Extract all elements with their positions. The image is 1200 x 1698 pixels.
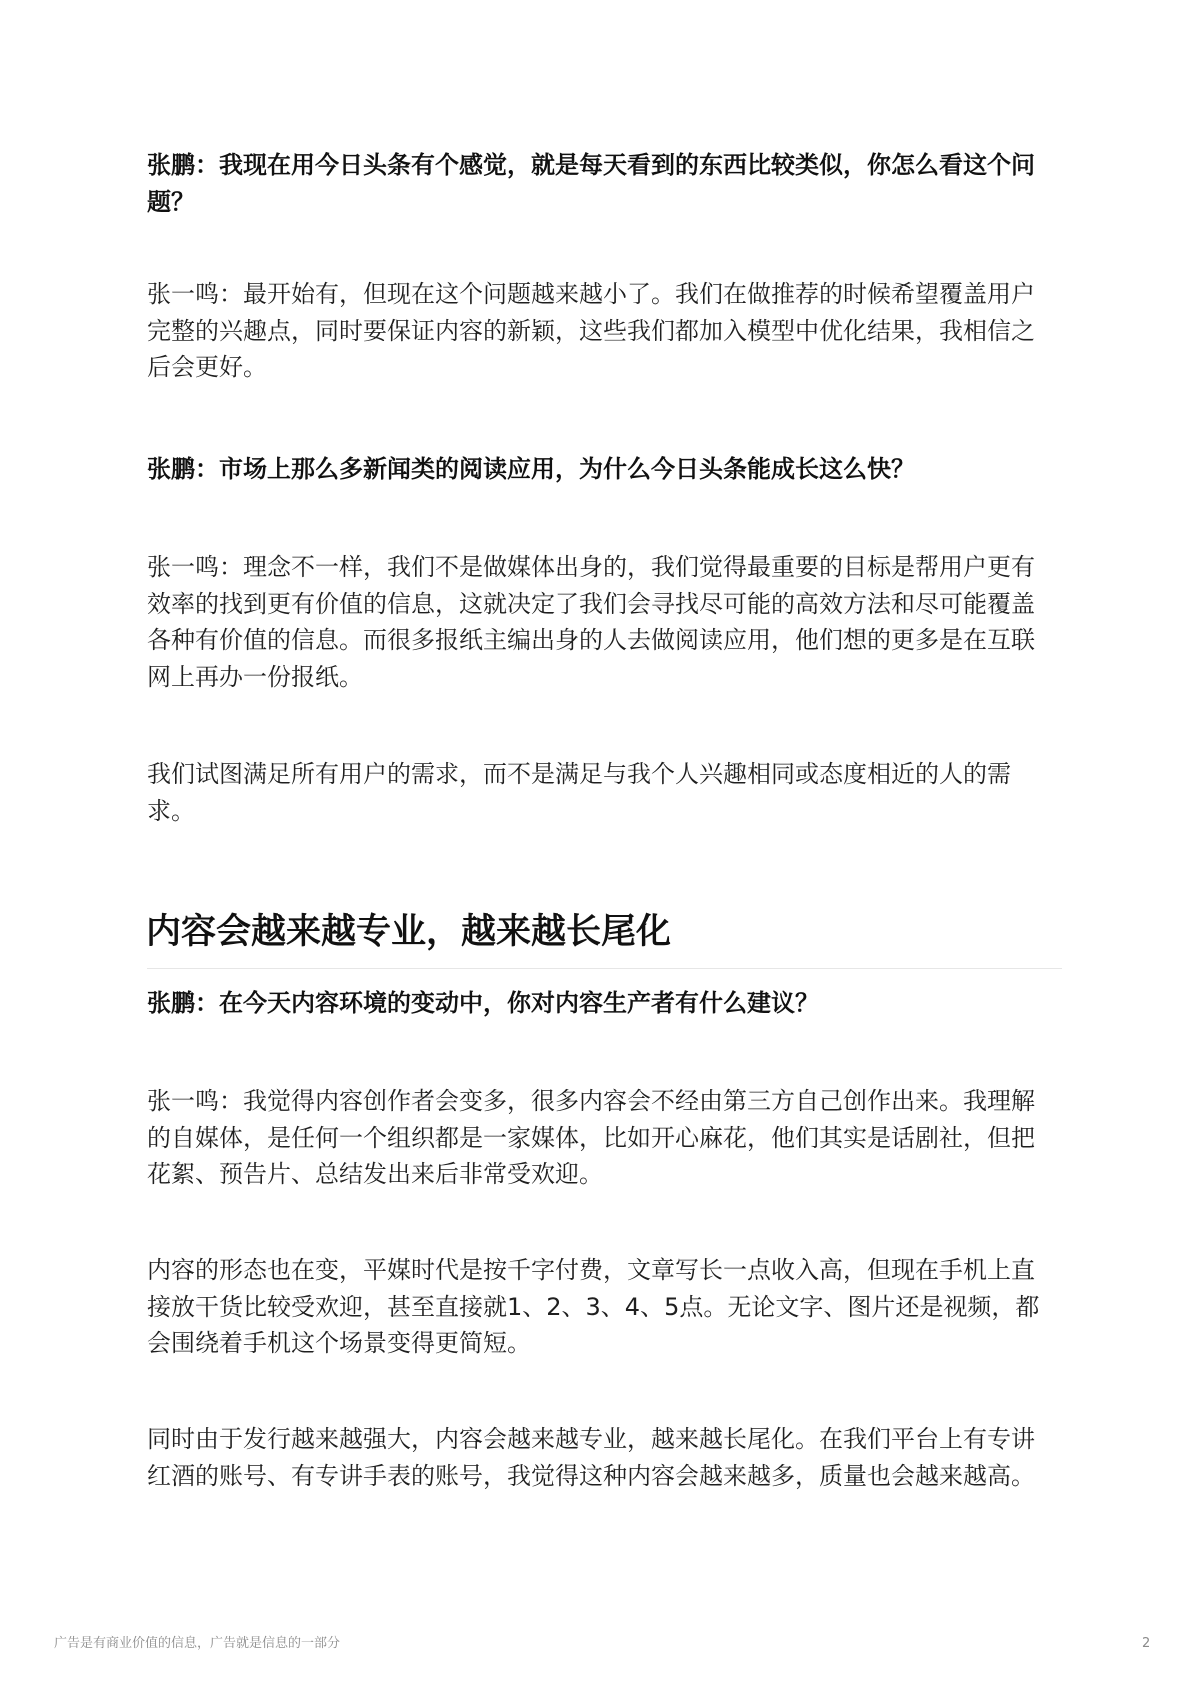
line: 内容的形态也在变，平媒时代是按千字付费，文章写长一点收入高，但现在手机上直 bbox=[147, 1256, 1035, 1284]
line: 题？ bbox=[147, 187, 195, 216]
line: 红酒的账号、有专讲手表的账号，我觉得这种内容会越来越多，质量也会越来越高。 bbox=[147, 1461, 1035, 1490]
line: 后会更好。 bbox=[147, 353, 267, 381]
line: 网上再办一份报纸。 bbox=[147, 662, 363, 691]
paragraph-q1 bbox=[147, 147, 1057, 220]
line: 张鹏：市场上那么多新闻类的阅读应用，为什么今日头条能成长这么快？ bbox=[147, 455, 915, 483]
line: 接放干货比较受欢迎，甚至直接就1、2、3、4、5点。无论文字、图片还是视频，都 bbox=[147, 1292, 1040, 1321]
line: 张一鸣：理念不一样，我们不是做媒体出身的，我们觉得最重要的目标是帮用户更有 bbox=[147, 553, 1035, 581]
section-heading: 内容会越来越专业，越来越长尾化 bbox=[146, 912, 672, 952]
paragraph-a3 bbox=[147, 756, 1057, 829]
paragraph-a4 bbox=[147, 1083, 1057, 1193]
paragraph-q2 bbox=[147, 451, 1057, 488]
line: 张一鸣：我觉得内容创作者会变多，很多内容会不经由第三方自己创作出来。我理解 bbox=[147, 1087, 1035, 1115]
line: 同时由于发行越来越强大，内容会越来越专业，越来越长尾化。在我们平台上有专讲 bbox=[147, 1425, 1035, 1453]
footer-text: 广告是有商业价值的信息，广告就是信息的一部分 bbox=[54, 1636, 341, 1651]
paragraph-a1 bbox=[147, 276, 1057, 386]
line: 的自媒体，是任何一个组织都是一家媒体，比如开心麻花，他们其实是话剧社，但把 bbox=[147, 1123, 1035, 1152]
paragraph-q3 bbox=[147, 985, 1057, 1022]
paragraph-a5 bbox=[147, 1252, 1057, 1362]
line: 张鹏：在今天内容环境的变动中，你对内容生产者有什么建议？ bbox=[147, 989, 819, 1017]
paragraph-a2 bbox=[147, 549, 1057, 695]
line: 会围绕着手机这个场景变得更简短。 bbox=[147, 1329, 531, 1357]
line: 花絮、预告片、总结发出来后非常受欢迎。 bbox=[147, 1160, 603, 1188]
paragraph-a6 bbox=[147, 1421, 1057, 1494]
heading-divider bbox=[147, 968, 1062, 969]
line: 我们试图满足所有用户的需求，而不是满足与我个人兴趣相同或态度相近的人的需 bbox=[147, 760, 1011, 788]
line: 各种有价值的信息。而很多报纸主编出身的人去做阅读应用，他们想的更多是在互联 bbox=[147, 626, 1035, 654]
page-number: 2 bbox=[1142, 1636, 1151, 1651]
line: 求。 bbox=[147, 796, 195, 825]
line: 张一鸣：最开始有，但现在这个问题越来越小了。我们在做推荐的时候希望覆盖用户 bbox=[147, 280, 1035, 308]
line: 效率的找到更有价值的信息，这就决定了我们会寻找尽可能的高效方法和尽可能覆盖 bbox=[147, 589, 1035, 618]
line: 完整的兴趣点，同时要保证内容的新颖，这些我们都加入模型中优化结果，我相信之 bbox=[147, 316, 1035, 345]
line: 张鹏：我现在用今日头条有个感觉，就是每天看到的东西比较类似，你怎么看这个问 bbox=[147, 151, 1035, 179]
